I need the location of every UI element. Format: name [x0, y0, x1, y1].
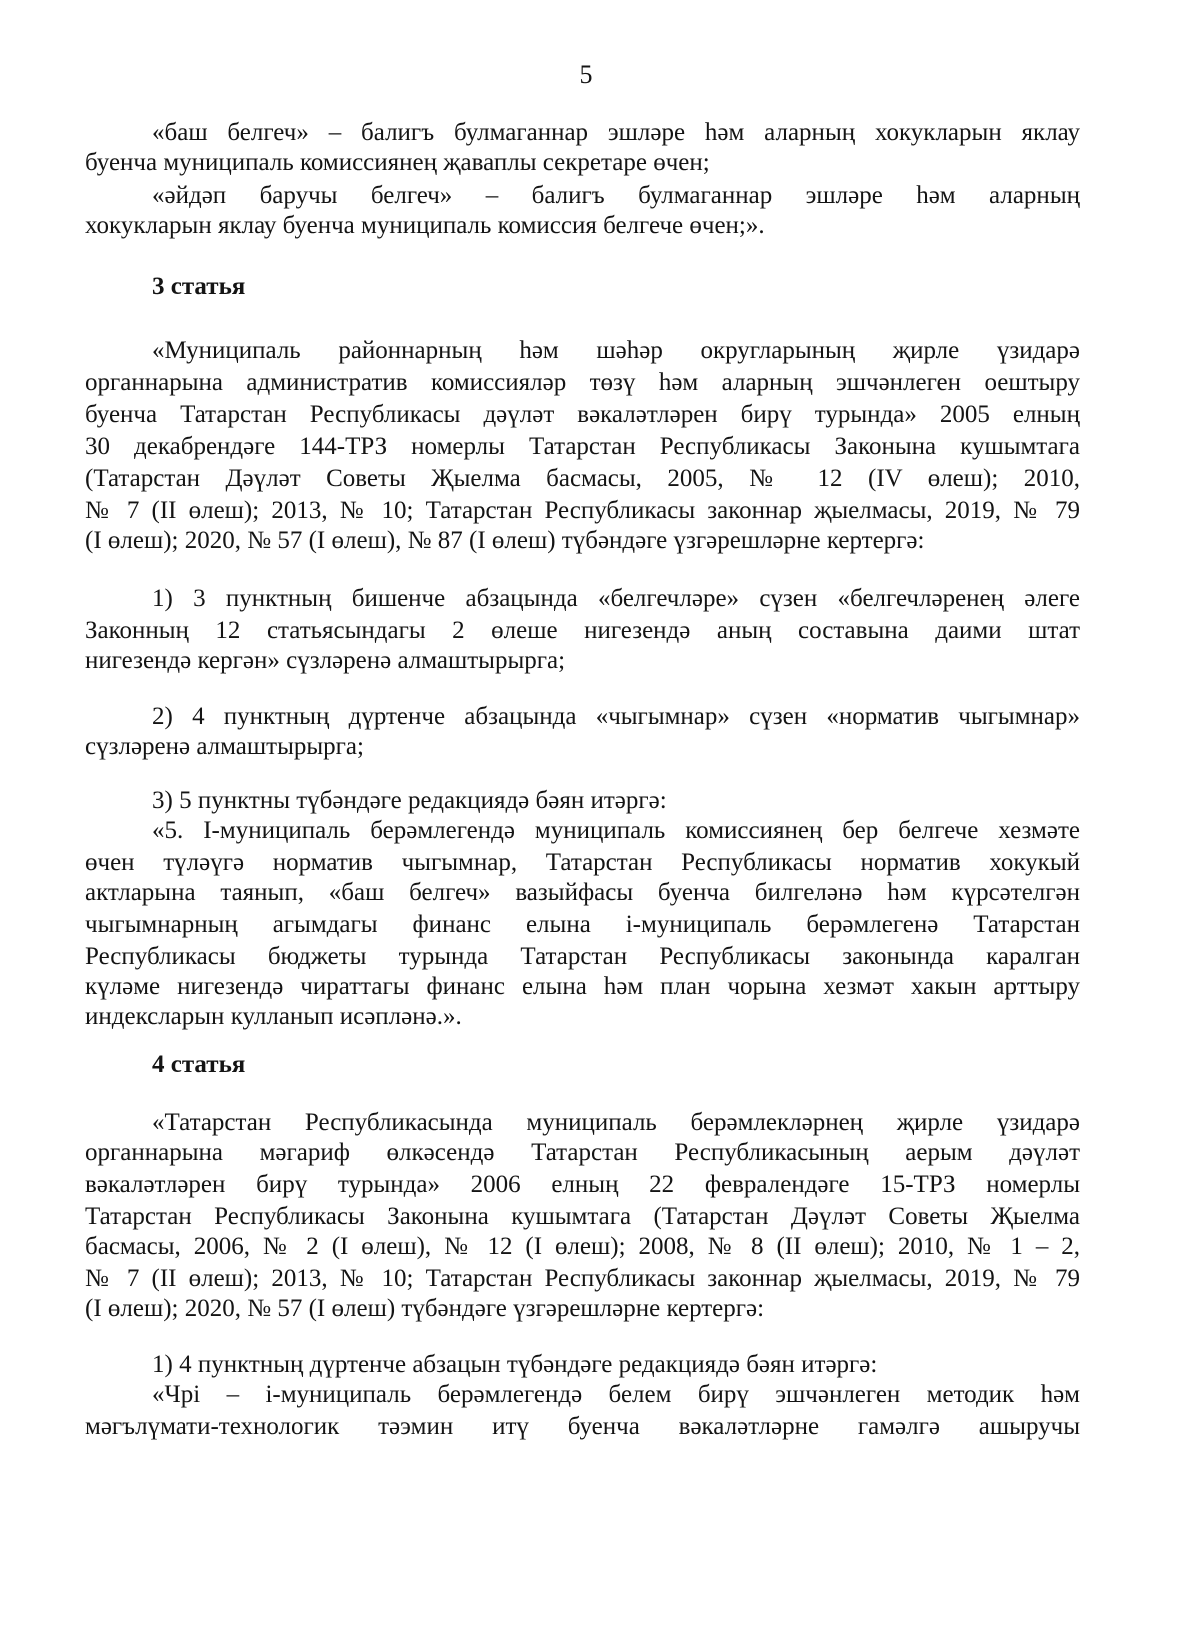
- text-line: 3) 5 пунктны түбәндәге редакциядә бәян итәргә:: [152, 787, 667, 814]
- text-line: өчен түләүгә норматив чыгымнар, Татарстан Республикасы норматив хокукый: [85, 849, 1080, 876]
- page-number: 5: [579, 60, 593, 89]
- text-line: басмасы, 2006, № 2 (I өлеш), № 12 (I өлеш); 2008, № 8 (II өлеш); 2010, № 1 – 2,: [85, 1233, 1080, 1260]
- text-line: № 7 (II өлеш); 2013, № 10; Татарстан Республикасы законнар җыелмасы, 2019, № 79: [85, 1265, 1080, 1292]
- text-line: «әйдәп баручы белгеч» – балигъ булмаганнар эшләре һәм аларның: [152, 182, 1080, 209]
- text-line: Законның 12 статьясындагы 2 өлеше нигезендә аның составына даими штат: [85, 617, 1080, 644]
- text-line: буенча Татарстан Республикасы дәүләт вәкаләтләрен бирү турында» 2005 елның: [85, 401, 1080, 428]
- text-line: «Чрi – i-муниципаль берәмлегендә белем бирү эшчәнлеген методик һәм: [152, 1381, 1080, 1408]
- text-line: «баш белгеч» – балигъ булмаганнар эшләре һәм аларның хокукларын яклау: [152, 119, 1080, 146]
- text-line: 1) 4 пунктның дүртенче абзацын түбәндәге редакциядә бәян итәргә:: [152, 1351, 878, 1378]
- text-line: нигезендә кергән» сүзләренә алмаштырырга;: [85, 647, 566, 674]
- text-line: 1) 3 пунктның бишенче абзацында «белгечләре» сүзен «белгечләренең әлеге: [152, 585, 1080, 612]
- article-4-heading: 4 статья: [152, 1051, 246, 1078]
- text-line: № 7 (II өлеш); 2013, № 10; Татарстан Республикасы законнар җыелмасы, 2019, № 79: [85, 497, 1080, 524]
- text-line: (I өлеш); 2020, № 57 (I өлеш), № 87 (I өлеш) түбәндәге үзгәрешләрне кертергә:: [85, 527, 925, 554]
- text-line: буенча муниципаль комиссиянең җаваплы секретаре өчен;: [85, 149, 710, 176]
- text-line: күләме нигезендә чираттагы финанс елына һәм план чорына хезмәт хакын арттыру: [85, 973, 1080, 1000]
- text-line: индексларын кулланып исәпләнә.».: [85, 1003, 462, 1030]
- text-line: чыгымнарның агымдагы финанс елына i-муниципаль берәмлегенә Татарстан: [85, 911, 1080, 938]
- text-line: сүзләренә алмаштырырга;: [85, 733, 364, 760]
- text-line: (I өлеш); 2020, № 57 (I өлеш) түбәндәге үзгәрешләрне кертергә:: [85, 1295, 765, 1322]
- text-line: «5. I-муниципаль берәмлегендә муниципаль комиссиянең бер белгече хезмәте: [152, 817, 1080, 844]
- text-line: «Муниципаль районнарның һәм шәһәр округларының җирле үзидарә: [152, 337, 1080, 364]
- text-line: органнарына мәгариф өлкәсендә Татарстан Республикасының аерым дәүләт: [85, 1139, 1080, 1166]
- text-line: Татарстан Республикасы Законына кушымтага (Татарстан Дәүләт Советы Җыелма: [85, 1203, 1080, 1230]
- text-line: актларына таянып, «баш белгеч» вазыйфасы буенча билгеләнә һәм күрсәтелгән: [85, 879, 1080, 906]
- article-3-heading: 3 статья: [152, 273, 246, 300]
- text-line: вәкаләтләрен бирү турында» 2006 елның 22 февралендәге 15-ТРЗ номерлы: [85, 1171, 1080, 1198]
- text-line: Республикасы бюджеты турында Татарстан Республикасы законында каралган: [85, 943, 1080, 970]
- text-line: хокукларын яклау буенча муниципаль комиссия белгече өчен;».: [85, 212, 765, 239]
- text-line: органнарына административ комиссияләр төзү һәм аларның эшчәнлеген оештыру: [85, 369, 1080, 396]
- text-line: (Татарстан Дәүләт Советы Җыелма басмасы, 2005, № 12 (IV өлеш); 2010,: [85, 465, 1080, 492]
- text-line: «Татарстан Республикасында муниципаль берәмлекләрнең җирле үзидарә: [152, 1109, 1080, 1136]
- text-line: мәгълүмати-технологик тәэмин итү буенча вәкаләтләрне гамәлгә ашыручы: [85, 1413, 1080, 1440]
- text-line: 30 декабрендәге 144-ТРЗ номерлы Татарстан Республикасы Законына кушымтага: [85, 433, 1080, 460]
- text-line: 2) 4 пунктның дүртенче абзацында «чыгымнар» сүзен «норматив чыгымнар»: [152, 703, 1080, 730]
